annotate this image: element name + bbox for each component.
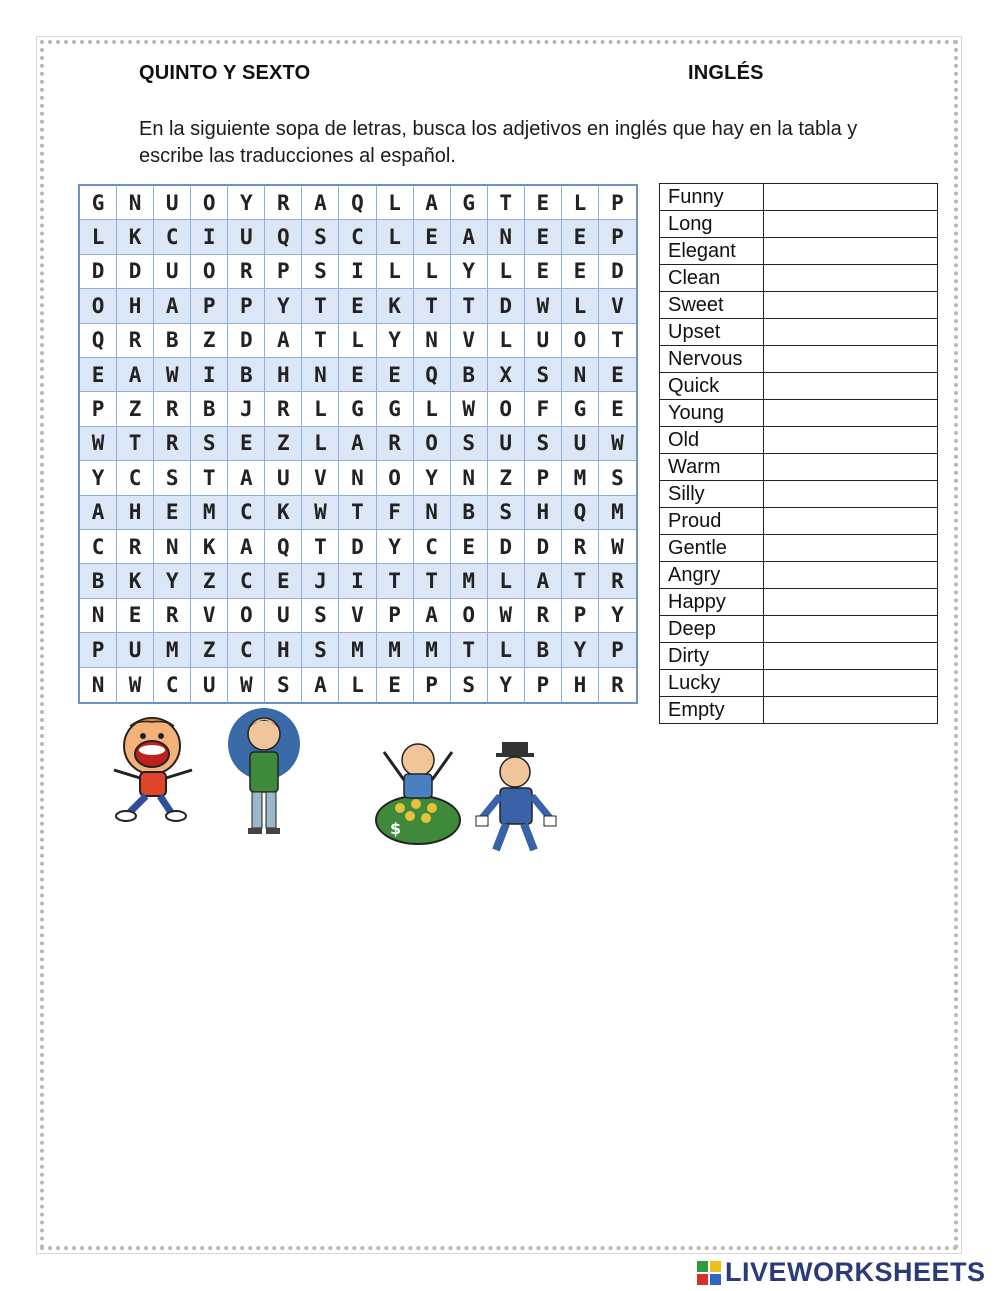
- grid-letter[interactable]: H: [117, 289, 154, 323]
- translation-answer-field[interactable]: [764, 589, 938, 616]
- grid-letter[interactable]: A: [302, 186, 339, 220]
- grid-letter[interactable]: L: [302, 392, 339, 426]
- grid-letter[interactable]: C: [414, 530, 451, 564]
- translation-answer-field[interactable]: [764, 373, 938, 400]
- grid-letter[interactable]: O: [451, 599, 488, 633]
- grid-letter[interactable]: W: [488, 599, 525, 633]
- grid-letter[interactable]: W: [80, 427, 117, 461]
- grid-letter[interactable]: S: [191, 427, 228, 461]
- word-row: [660, 292, 938, 319]
- grid-letter[interactable]: Z: [191, 324, 228, 358]
- grid-letter[interactable]: S: [451, 668, 488, 702]
- grid-letter[interactable]: N: [80, 599, 117, 633]
- grid-letter[interactable]: R: [154, 599, 191, 633]
- english-word: Angry: [660, 562, 764, 589]
- grid-letter[interactable]: A: [414, 186, 451, 220]
- english-word: Long: [660, 211, 764, 238]
- english-word: Clean: [660, 265, 764, 292]
- grid-letter[interactable]: Y: [451, 255, 488, 289]
- grid-letter[interactable]: U: [265, 461, 302, 495]
- grid-letter[interactable]: T: [451, 289, 488, 323]
- grid-letter[interactable]: S: [154, 461, 191, 495]
- grid-letter[interactable]: L: [414, 255, 451, 289]
- word-row: [660, 184, 938, 211]
- english-word: Proud: [660, 508, 764, 535]
- word-row: [660, 238, 938, 265]
- translation-answer-field[interactable]: [764, 508, 938, 535]
- english-word: Quick: [660, 373, 764, 400]
- translation-answer-field[interactable]: [764, 292, 938, 319]
- grid-letter[interactable]: E: [80, 358, 117, 392]
- grid-letter[interactable]: S: [525, 427, 562, 461]
- grid-letter[interactable]: N: [414, 496, 451, 530]
- grid-letter[interactable]: R: [154, 427, 191, 461]
- word-row: [660, 562, 938, 589]
- grid-letter[interactable]: O: [191, 255, 228, 289]
- grid-letter[interactable]: H: [265, 633, 302, 667]
- grid-letter[interactable]: L: [377, 186, 414, 220]
- english-word: Old: [660, 427, 764, 454]
- grid-letter[interactable]: J: [302, 564, 339, 598]
- grid-letter[interactable]: B: [80, 564, 117, 598]
- grid-letter[interactable]: U: [117, 633, 154, 667]
- word-row: [660, 400, 938, 427]
- grid-letter[interactable]: H: [562, 668, 599, 702]
- english-word: Young: [660, 400, 764, 427]
- grid-letter[interactable]: T: [599, 324, 636, 358]
- english-word: Upset: [660, 319, 764, 346]
- liveworksheets-logo-icon: [697, 1261, 721, 1285]
- grid-letter[interactable]: T: [414, 564, 451, 598]
- grid-letter[interactable]: S: [488, 496, 525, 530]
- grid-letter[interactable]: D: [525, 530, 562, 564]
- grid-letter[interactable]: E: [377, 668, 414, 702]
- grid-letter[interactable]: T: [562, 564, 599, 598]
- grid-letter[interactable]: K: [191, 530, 228, 564]
- poor-man-illustration: [472, 738, 562, 854]
- grid-letter[interactable]: R: [117, 324, 154, 358]
- grid-letter[interactable]: F: [377, 496, 414, 530]
- liveworksheets-logo-text: LIVEWORKSHEETS: [725, 1257, 986, 1287]
- grid-letter[interactable]: U: [154, 186, 191, 220]
- grid-letter[interactable]: T: [451, 633, 488, 667]
- grid-letter[interactable]: N: [302, 358, 339, 392]
- grid-letter[interactable]: R: [562, 530, 599, 564]
- grid-letter[interactable]: W: [451, 392, 488, 426]
- grid-letter[interactable]: Z: [117, 392, 154, 426]
- grid-letter[interactable]: Q: [339, 186, 376, 220]
- grid-letter[interactable]: W: [525, 289, 562, 323]
- english-word: Sweet: [660, 292, 764, 319]
- grid-letter[interactable]: Z: [191, 564, 228, 598]
- grid-letter[interactable]: S: [599, 461, 636, 495]
- grid-letter[interactable]: E: [414, 220, 451, 254]
- grid-letter[interactable]: S: [302, 599, 339, 633]
- word-row: [660, 697, 938, 724]
- grid-letter[interactable]: E: [154, 496, 191, 530]
- word-row: [660, 319, 938, 346]
- grid-letter[interactable]: R: [377, 427, 414, 461]
- grid-letter[interactable]: I: [339, 255, 376, 289]
- grid-letter[interactable]: A: [414, 599, 451, 633]
- english-word: Deep: [660, 616, 764, 643]
- grid-letter[interactable]: A: [228, 530, 265, 564]
- grid-letter[interactable]: D: [228, 324, 265, 358]
- english-word: Empty: [660, 697, 764, 724]
- grid-letter[interactable]: N: [339, 461, 376, 495]
- grid-letter[interactable]: B: [191, 392, 228, 426]
- grid-letter[interactable]: W: [599, 530, 636, 564]
- grid-letter[interactable]: E: [117, 599, 154, 633]
- liveworksheets-logo: [697, 1257, 986, 1288]
- grid-letter[interactable]: N: [414, 324, 451, 358]
- grid-letter[interactable]: Q: [265, 220, 302, 254]
- grid-letter[interactable]: B: [525, 633, 562, 667]
- english-word: Nervous: [660, 346, 764, 373]
- sad-kid-illustration: [226, 706, 302, 838]
- grid-letter[interactable]: C: [339, 220, 376, 254]
- translation-answer-field[interactable]: [764, 643, 938, 670]
- grid-letter[interactable]: U: [265, 599, 302, 633]
- grid-letter[interactable]: T: [302, 324, 339, 358]
- header-subject: INGLÉS: [688, 62, 764, 84]
- grid-letter[interactable]: A: [525, 564, 562, 598]
- grid-letter[interactable]: M: [377, 633, 414, 667]
- grid-letter[interactable]: C: [154, 668, 191, 702]
- grid-letter[interactable]: P: [599, 633, 636, 667]
- grid-letter[interactable]: K: [265, 496, 302, 530]
- translation-answer-field[interactable]: [764, 427, 938, 454]
- grid-letter[interactable]: O: [488, 392, 525, 426]
- grid-letter[interactable]: S: [302, 220, 339, 254]
- grid-letter[interactable]: V: [339, 599, 376, 633]
- grid-letter[interactable]: Z: [488, 461, 525, 495]
- english-word: Warm: [660, 454, 764, 481]
- grid-letter[interactable]: P: [80, 392, 117, 426]
- grid-letter[interactable]: P: [377, 599, 414, 633]
- grid-letter[interactable]: Y: [80, 461, 117, 495]
- grid-letter[interactable]: E: [525, 220, 562, 254]
- grid-letter[interactable]: C: [154, 220, 191, 254]
- translation-answer-field[interactable]: [764, 400, 938, 427]
- rich-man-illustration: [370, 734, 466, 846]
- grid-letter[interactable]: M: [414, 633, 451, 667]
- grid-letter[interactable]: Y: [414, 461, 451, 495]
- grid-letter[interactable]: N: [80, 668, 117, 702]
- grid-letter[interactable]: E: [339, 358, 376, 392]
- grid-letter[interactable]: R: [228, 255, 265, 289]
- grid-letter[interactable]: E: [339, 289, 376, 323]
- grid-letter[interactable]: E: [599, 392, 636, 426]
- grid-letter[interactable]: P: [562, 599, 599, 633]
- grid-letter[interactable]: V: [191, 599, 228, 633]
- grid-letter[interactable]: B: [451, 496, 488, 530]
- grid-letter[interactable]: A: [117, 358, 154, 392]
- grid-letter[interactable]: E: [451, 530, 488, 564]
- word-row: [660, 535, 938, 562]
- grid-letter[interactable]: P: [525, 461, 562, 495]
- word-row: [660, 346, 938, 373]
- grid-letter[interactable]: S: [302, 633, 339, 667]
- english-word: Lucky: [660, 670, 764, 697]
- grid-letter[interactable]: R: [265, 186, 302, 220]
- grid-letter[interactable]: Y: [228, 186, 265, 220]
- grid-letter[interactable]: M: [562, 461, 599, 495]
- grid-letter[interactable]: G: [339, 392, 376, 426]
- grid-letter[interactable]: O: [414, 427, 451, 461]
- grid-letter[interactable]: O: [191, 186, 228, 220]
- translation-answer-field[interactable]: [764, 454, 938, 481]
- grid-letter[interactable]: L: [488, 633, 525, 667]
- grid-letter[interactable]: T: [191, 461, 228, 495]
- svg-text:$: $: [390, 819, 402, 838]
- grid-letter[interactable]: P: [599, 186, 636, 220]
- grid-letter[interactable]: D: [80, 255, 117, 289]
- grid-letter[interactable]: N: [451, 461, 488, 495]
- grid-letter[interactable]: H: [525, 496, 562, 530]
- translation-answer-field[interactable]: [764, 319, 938, 346]
- grid-letter[interactable]: A: [265, 324, 302, 358]
- grid-letter[interactable]: N: [117, 186, 154, 220]
- header-grade: QUINTO Y SEXTO: [139, 62, 311, 84]
- grid-letter[interactable]: Q: [414, 358, 451, 392]
- grid-letter[interactable]: Q: [562, 496, 599, 530]
- grid-letter[interactable]: P: [599, 220, 636, 254]
- grid-letter[interactable]: T: [339, 496, 376, 530]
- grid-letter[interactable]: Z: [265, 427, 302, 461]
- grid-letter[interactable]: S: [451, 427, 488, 461]
- grid-letter[interactable]: T: [302, 530, 339, 564]
- translation-answer-field[interactable]: [764, 562, 938, 589]
- translation-answer-field[interactable]: [764, 265, 938, 292]
- grid-letter[interactable]: U: [191, 668, 228, 702]
- grid-letter[interactable]: U: [488, 427, 525, 461]
- grid-letter[interactable]: D: [117, 255, 154, 289]
- word-list-table: [659, 183, 938, 724]
- grid-letter[interactable]: B: [228, 358, 265, 392]
- grid-letter[interactable]: V: [599, 289, 636, 323]
- grid-letter[interactable]: C: [228, 633, 265, 667]
- translation-answer-field[interactable]: [764, 238, 938, 265]
- grid-letter[interactable]: Q: [265, 530, 302, 564]
- grid-letter[interactable]: U: [525, 324, 562, 358]
- grid-letter[interactable]: Y: [562, 633, 599, 667]
- grid-letter[interactable]: M: [339, 633, 376, 667]
- grid-letter[interactable]: E: [525, 255, 562, 289]
- grid-letter[interactable]: D: [339, 530, 376, 564]
- grid-letter[interactable]: P: [191, 289, 228, 323]
- grid-letter[interactable]: L: [562, 186, 599, 220]
- grid-letter[interactable]: L: [488, 324, 525, 358]
- grid-letter[interactable]: C: [228, 564, 265, 598]
- grid-letter[interactable]: L: [488, 564, 525, 598]
- translation-answer-field[interactable]: [764, 670, 938, 697]
- grid-letter[interactable]: G: [451, 186, 488, 220]
- grid-letter[interactable]: P: [228, 289, 265, 323]
- translation-answer-field[interactable]: [764, 346, 938, 373]
- grid-letter[interactable]: E: [228, 427, 265, 461]
- word-row: [660, 427, 938, 454]
- grid-letter[interactable]: S: [525, 358, 562, 392]
- grid-letter[interactable]: L: [302, 427, 339, 461]
- grid-letter[interactable]: Y: [488, 668, 525, 702]
- grid-letter[interactable]: O: [562, 324, 599, 358]
- grid-letter[interactable]: L: [414, 392, 451, 426]
- instructions: En la siguiente sopa de letras, busca los adjetivos en inglés que hay en la tabla y escribe las traducciones al español.: [139, 118, 858, 167]
- grid-letter[interactable]: A: [451, 220, 488, 254]
- grid-letter[interactable]: W: [302, 496, 339, 530]
- grid-letter[interactable]: C: [80, 530, 117, 564]
- grid-letter[interactable]: R: [117, 530, 154, 564]
- grid-letter[interactable]: R: [265, 392, 302, 426]
- english-word: Silly: [660, 481, 764, 508]
- word-row: [660, 643, 938, 670]
- grid-letter[interactable]: R: [525, 599, 562, 633]
- grid-letter[interactable]: S: [302, 255, 339, 289]
- grid-letter[interactable]: P: [414, 668, 451, 702]
- grid-letter[interactable]: T: [377, 564, 414, 598]
- grid-letter[interactable]: D: [599, 255, 636, 289]
- word-row: [660, 508, 938, 535]
- grid-letter[interactable]: K: [117, 564, 154, 598]
- grid-letter[interactable]: G: [80, 186, 117, 220]
- grid-letter[interactable]: N: [562, 358, 599, 392]
- grid-letter[interactable]: L: [377, 220, 414, 254]
- grid-letter[interactable]: L: [80, 220, 117, 254]
- grid-letter[interactable]: Y: [265, 289, 302, 323]
- grid-letter[interactable]: H: [265, 358, 302, 392]
- grid-letter[interactable]: Y: [377, 530, 414, 564]
- english-word: Dirty: [660, 643, 764, 670]
- english-word: Gentle: [660, 535, 764, 562]
- grid-letter[interactable]: I: [191, 220, 228, 254]
- grid-letter[interactable]: U: [154, 255, 191, 289]
- word-row: [660, 454, 938, 481]
- word-row: [660, 616, 938, 643]
- grid-letter[interactable]: E: [525, 186, 562, 220]
- grid-letter[interactable]: W: [154, 358, 191, 392]
- translation-answer-field[interactable]: [764, 211, 938, 238]
- grid-letter[interactable]: J: [228, 392, 265, 426]
- word-row: [660, 373, 938, 400]
- grid-letter[interactable]: A: [228, 461, 265, 495]
- grid-letter[interactable]: G: [377, 392, 414, 426]
- word-row: [660, 211, 938, 238]
- grid-letter[interactable]: W: [599, 427, 636, 461]
- grid-letter[interactable]: M: [451, 564, 488, 598]
- english-word: Happy: [660, 589, 764, 616]
- grid-letter[interactable]: T: [488, 186, 525, 220]
- grid-letter[interactable]: Q: [80, 324, 117, 358]
- grid-letter[interactable]: N: [154, 530, 191, 564]
- grid-letter[interactable]: T: [302, 289, 339, 323]
- grid-letter[interactable]: V: [451, 324, 488, 358]
- grid-letter[interactable]: P: [80, 633, 117, 667]
- grid-letter[interactable]: Y: [377, 324, 414, 358]
- grid-letter[interactable]: A: [154, 289, 191, 323]
- grid-letter[interactable]: F: [525, 392, 562, 426]
- grid-letter[interactable]: Y: [599, 599, 636, 633]
- grid-letter[interactable]: R: [154, 392, 191, 426]
- translation-answer-field[interactable]: [764, 535, 938, 562]
- grid-letter[interactable]: M: [191, 496, 228, 530]
- grid-letter[interactable]: E: [562, 220, 599, 254]
- grid-letter[interactable]: C: [117, 461, 154, 495]
- grid-letter[interactable]: L: [488, 255, 525, 289]
- translation-answer-field[interactable]: [764, 697, 938, 724]
- translation-answer-field[interactable]: [764, 616, 938, 643]
- word-row: [660, 670, 938, 697]
- grid-letter[interactable]: W: [117, 668, 154, 702]
- grid-letter[interactable]: O: [80, 289, 117, 323]
- grid-letter[interactable]: I: [191, 358, 228, 392]
- grid-letter[interactable]: E: [265, 564, 302, 598]
- grid-letter[interactable]: A: [339, 427, 376, 461]
- grid-letter[interactable]: D: [488, 289, 525, 323]
- happy-kid-illustration: [100, 712, 206, 824]
- grid-letter[interactable]: R: [599, 564, 636, 598]
- grid-letter[interactable]: A: [80, 496, 117, 530]
- grid-letter[interactable]: I: [339, 564, 376, 598]
- grid-letter[interactable]: B: [451, 358, 488, 392]
- word-search-grid: [78, 184, 638, 704]
- grid-letter[interactable]: T: [117, 427, 154, 461]
- grid-letter[interactable]: L: [377, 255, 414, 289]
- word-row: [660, 589, 938, 616]
- grid-letter[interactable]: W: [228, 668, 265, 702]
- grid-letter[interactable]: G: [562, 392, 599, 426]
- grid-letter[interactable]: B: [154, 324, 191, 358]
- english-word: Funny: [660, 184, 764, 211]
- grid-letter[interactable]: P: [525, 668, 562, 702]
- grid-letter[interactable]: M: [154, 633, 191, 667]
- word-row: [660, 481, 938, 508]
- translation-answer-field[interactable]: [764, 184, 938, 211]
- grid-letter[interactable]: U: [228, 220, 265, 254]
- grid-letter[interactable]: E: [599, 358, 636, 392]
- grid-letter[interactable]: A: [302, 668, 339, 702]
- grid-letter[interactable]: S: [265, 668, 302, 702]
- translation-answer-field[interactable]: [764, 481, 938, 508]
- grid-letter[interactable]: L: [339, 668, 376, 702]
- grid-letter[interactable]: V: [302, 461, 339, 495]
- grid-letter[interactable]: E: [562, 255, 599, 289]
- grid-letter[interactable]: E: [377, 358, 414, 392]
- grid-letter[interactable]: Y: [154, 564, 191, 598]
- grid-letter[interactable]: P: [265, 255, 302, 289]
- english-word: Elegant: [660, 238, 764, 265]
- grid-letter[interactable]: K: [377, 289, 414, 323]
- grid-letter[interactable]: R: [611, 672, 624, 697]
- grid-letter[interactable]: Z: [191, 633, 228, 667]
- grid-letter[interactable]: H: [117, 496, 154, 530]
- grid-letter[interactable]: U: [562, 427, 599, 461]
- grid-letter[interactable]: T: [414, 289, 451, 323]
- grid-letter[interactable]: N: [488, 220, 525, 254]
- grid-letter[interactable]: M: [599, 496, 636, 530]
- grid-letter[interactable]: L: [562, 289, 599, 323]
- word-row: [660, 265, 938, 292]
- grid-letter[interactable]: K: [117, 220, 154, 254]
- grid-letter[interactable]: O: [228, 599, 265, 633]
- grid-letter[interactable]: D: [488, 530, 525, 564]
- grid-letter[interactable]: X: [488, 358, 525, 392]
- grid-letter[interactable]: L: [339, 324, 376, 358]
- grid-letter[interactable]: C: [228, 496, 265, 530]
- grid-letter[interactable]: O: [377, 461, 414, 495]
